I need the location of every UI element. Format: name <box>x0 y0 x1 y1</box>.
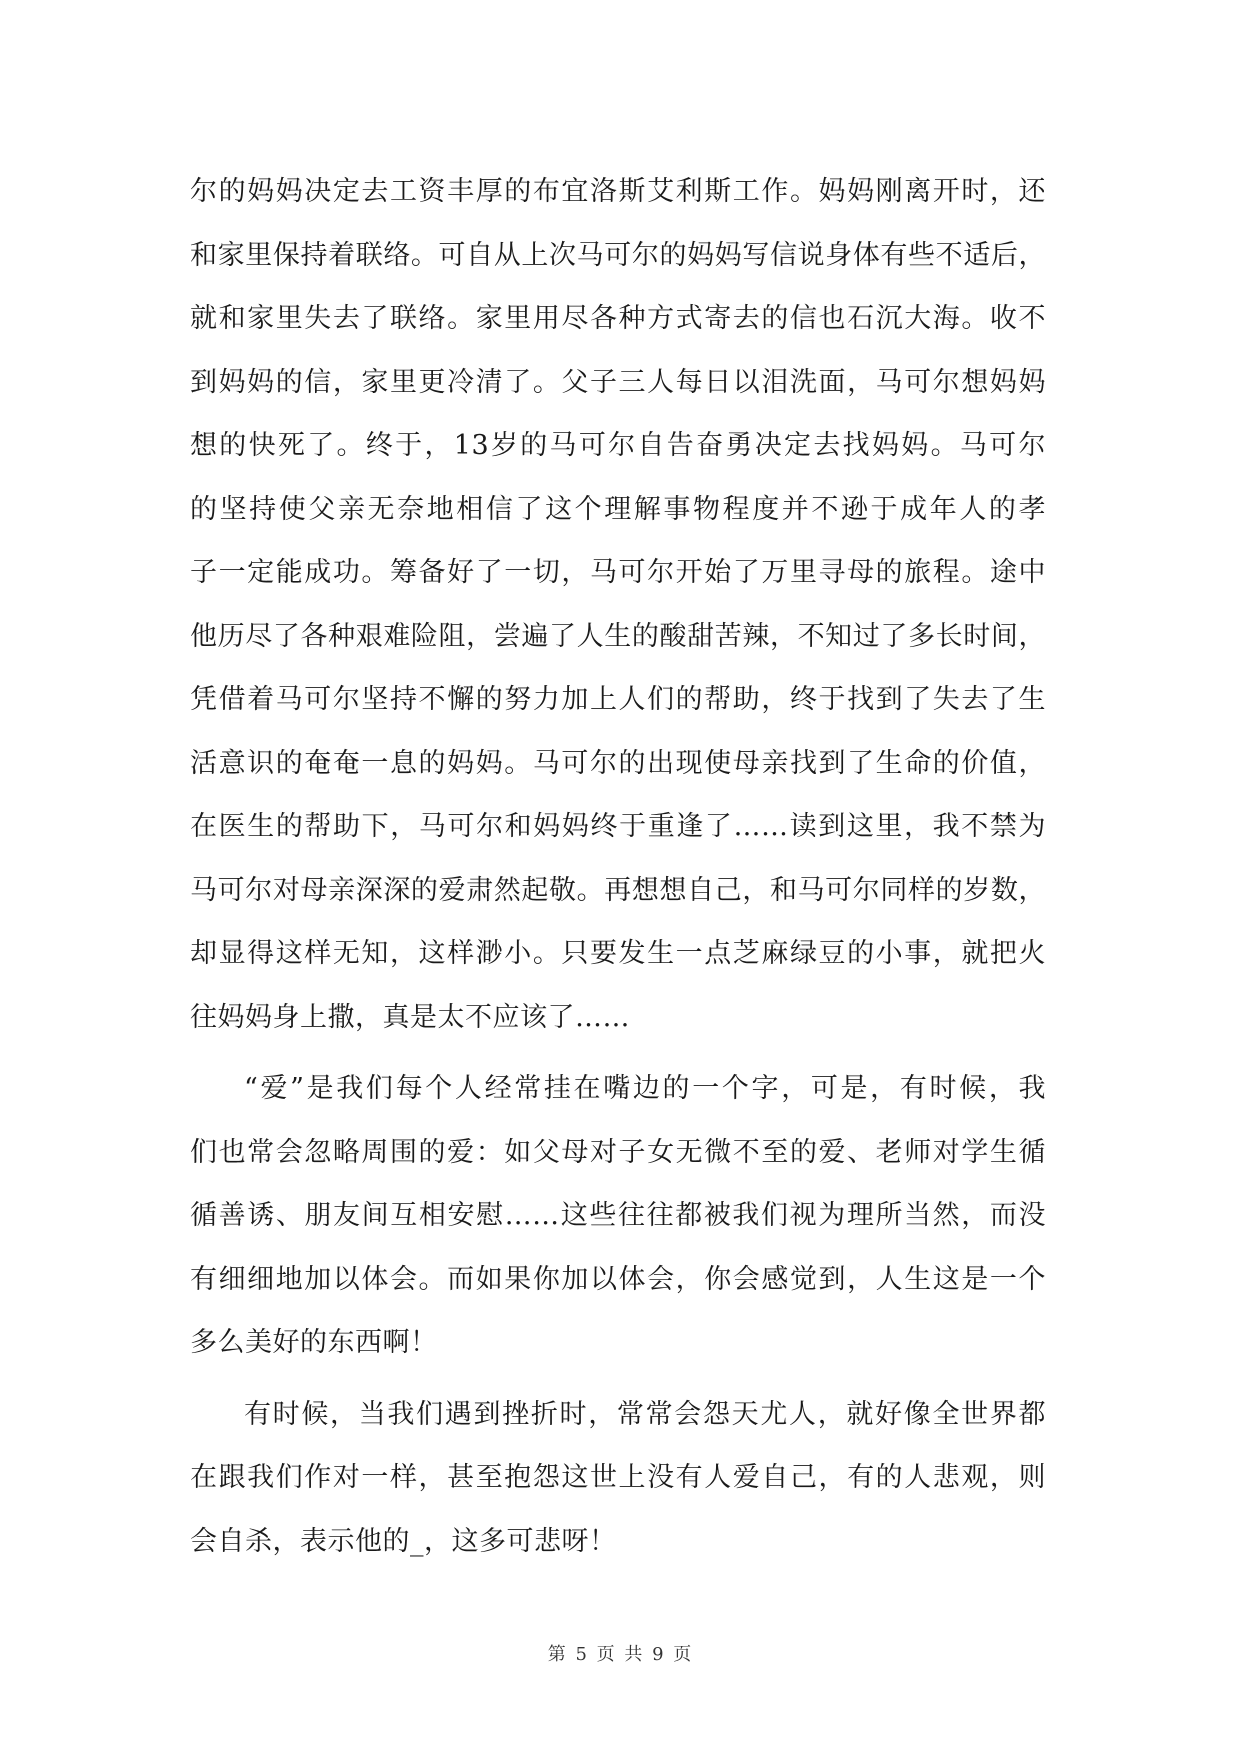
text-line: 活意识的奄奄一息的妈妈。马可尔的出现使母亲找到了生命的价值， <box>190 747 1046 779</box>
text-line: 的坚持使父亲无奈地相信了这个理解事物程度并不逊于成年人的孝 <box>190 493 1046 525</box>
text-line: 们也常会忽略周围的爱：如父母对子女无微不至的爱、老师对学生循 <box>190 1136 1046 1168</box>
paragraph-3 <box>190 1383 1046 1574</box>
text-line: 有时候，当我们遇到挫折时，常常会怨天尤人，就好像全世界都 <box>244 1398 1046 1430</box>
text-line: 却显得这样无知，这样渺小。只要发生一点芝麻绿豆的小事，就把火 <box>190 938 1046 969</box>
text-line: 尔的妈妈决定去工资丰厚的布宜洛斯艾利斯工作。妈妈刚离开时，还 <box>190 176 1046 207</box>
text-line: 就和家里失去了联络。家里用尽各种方式寄去的信也石沉大海。收不 <box>190 303 1046 334</box>
text-line: 往妈妈身上撒，真是太不应该了…… <box>190 1001 630 1033</box>
text-line: 多么美好的东西啊！ <box>190 1327 438 1358</box>
paragraph-1 <box>190 160 1046 1049</box>
body-text <box>190 160 1046 1573</box>
text-line: 凭借着马可尔坚持不懈的努力加上人们的帮助，终于找到了失去了生 <box>190 684 1046 715</box>
text-line: 有细细地加以体会。而如果你加以体会，你会感觉到，人生这是一个 <box>190 1263 1046 1295</box>
paragraph-2 <box>190 1057 1046 1375</box>
text-line: 他历尽了各种艰难险阻，尝遍了人生的酸甜苦辣，不知过了多长时间， <box>190 620 1046 652</box>
text-line: 马可尔对母亲深深的爱肃然起敬。再想想自己，和马可尔同样的岁数， <box>190 874 1046 906</box>
text-line: 会自杀，表示他的_，这多可悲呀！ <box>190 1525 617 1557</box>
text-line: 在跟我们作对一样，甚至抱怨这世上没有人爱自己，有的人悲观，则 <box>190 1462 1046 1493</box>
text-line: 和家里保持着联络。可自从上次马可尔的妈妈写信说身体有些不适后， <box>190 239 1046 271</box>
text-line: 在医生的帮助下，马可尔和妈妈终于重逢了……读到这里，我不禁为 <box>190 811 1046 842</box>
page-number-footer: 第 5 页 共 9 页 <box>547 1644 694 1665</box>
text-line: 想的快死了。终于，13岁的马可尔自告奋勇决定去找妈妈。马可尔 <box>190 430 1046 461</box>
text-line: 循善诱、朋友间互相安慰……这些往往都被我们视为理所当然，而没 <box>190 1200 1046 1231</box>
text-line: “爱”是我们每个人经常挂在嘴边的一个字，可是，有时候，我 <box>244 1073 1046 1104</box>
text-line: 子一定能成功。筹备好了一切，马可尔开始了万里寻母的旅程。途中 <box>190 557 1046 588</box>
text-line: 到妈妈的信，家里更冷清了。父子三人每日以泪洗面，马可尔想妈妈 <box>190 366 1046 398</box>
